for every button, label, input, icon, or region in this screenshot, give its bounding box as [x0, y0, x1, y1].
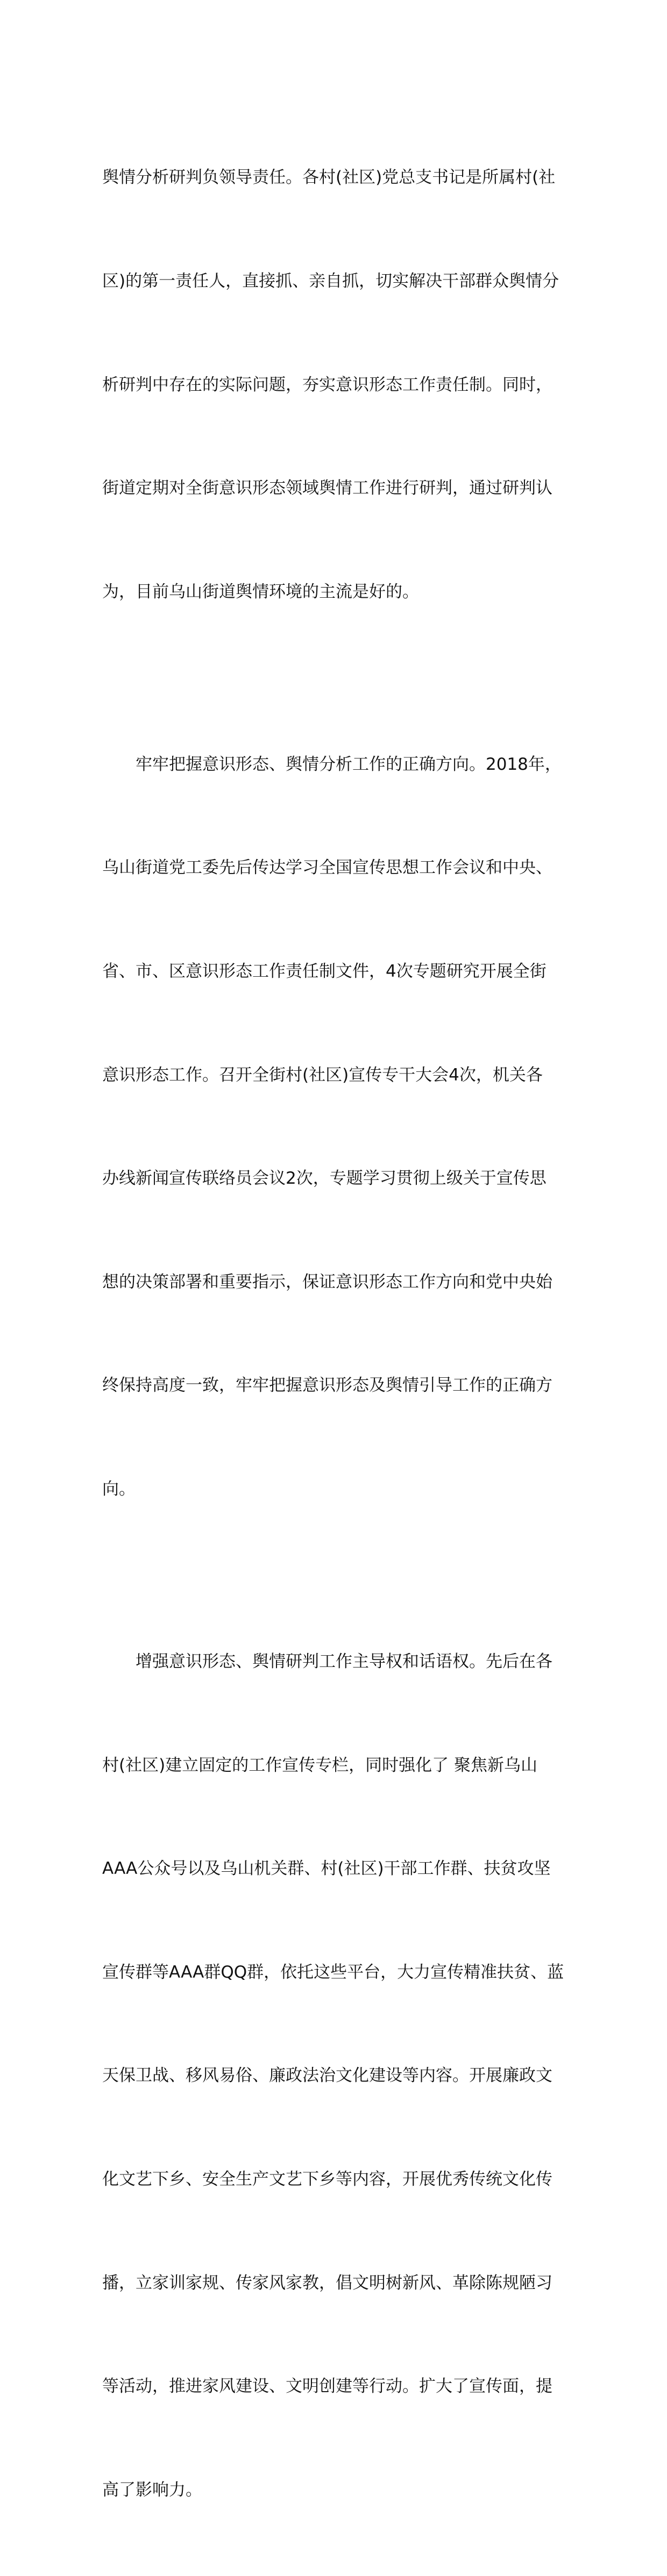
paragraph-line: 牢牢把握意识形态、舆情分析工作的正确方向。2018年，: [136, 754, 562, 774]
paragraph-line: 化文艺下乡、安全生产文艺下乡等内容，开展优秀传统文化传: [102, 2169, 552, 2189]
paragraph-line: 想的决策部署和重要指示，保证意识形态工作方向和党中央始: [102, 1272, 552, 1292]
paragraph-line: 天保卫战、移风易俗、廉政法治文化建设等内容。开展廉政文: [102, 2066, 552, 2086]
paragraph-line: 终保持高度一致，牢牢把握意识形态及舆情引导工作的正确方: [102, 1376, 552, 1396]
paragraph-line: 析研判中存在的实际问题，夯实意识形态工作责任制。同时，: [102, 375, 552, 395]
paragraph-line: 等活动，推进家风建设、文明创建等行动。扩大了宣传面，提: [102, 2377, 552, 2396]
paragraph-line: 区)的第一责任人，直接抓、亲自抓，切实解决干部群众舆情分: [102, 271, 559, 291]
paragraph-line: 播，立家训家规、传家风家教，倡文明树新风、革除陈规陋习: [102, 2273, 552, 2293]
paragraph-line: 意识形态工作。召开全街村(社区)宣传专干大会4次，机关各: [102, 1065, 543, 1085]
paragraph-line: 办线新闻宣传联络员会议2次，专题学习贯彻上级关于宣传思: [102, 1169, 547, 1189]
paragraph-line: 舆情分析研判负领导责任。各村(社区)党总支书记是所属村(社: [102, 168, 556, 188]
paragraph-line: 乌山街道党工委先后传达学习全国宣传思想工作会议和中央、: [102, 858, 552, 878]
paragraph-3: [102, 1576, 570, 2576]
paragraph-1: [102, 91, 570, 678]
paragraph-line: 省、市、区意识形态工作责任制文件，4次专题研究开展全街: [102, 961, 547, 981]
paragraph-line: 高了影响力。: [102, 2480, 202, 2500]
paragraph-line: 为，目前乌山街道舆情环境的主流是好的。: [102, 582, 419, 602]
paragraph-line: 街道定期对全街意识形态领域舆情工作进行研判，通过研判认: [102, 478, 552, 498]
paragraph-line: AAA公众号以及乌山机关群、村(社区)干部工作群、扶贫攻坚: [102, 1859, 551, 1879]
paragraph-line: 村(社区)建立固定的工作宣传专栏，同时强化了 聚焦新乌山: [102, 1755, 538, 1775]
paragraph-line: 增强意识形态、舆情研判工作主导权和话语权。先后在各: [136, 1651, 552, 1671]
paragraph-2: [102, 678, 570, 1575]
paragraph-line: 宣传群等AAA群QQ群，依托这些平台，大力宣传精准扶贫、蓝: [102, 1962, 564, 1982]
document-body: [102, 91, 570, 2576]
paragraph-line: 向。: [102, 1479, 136, 1499]
